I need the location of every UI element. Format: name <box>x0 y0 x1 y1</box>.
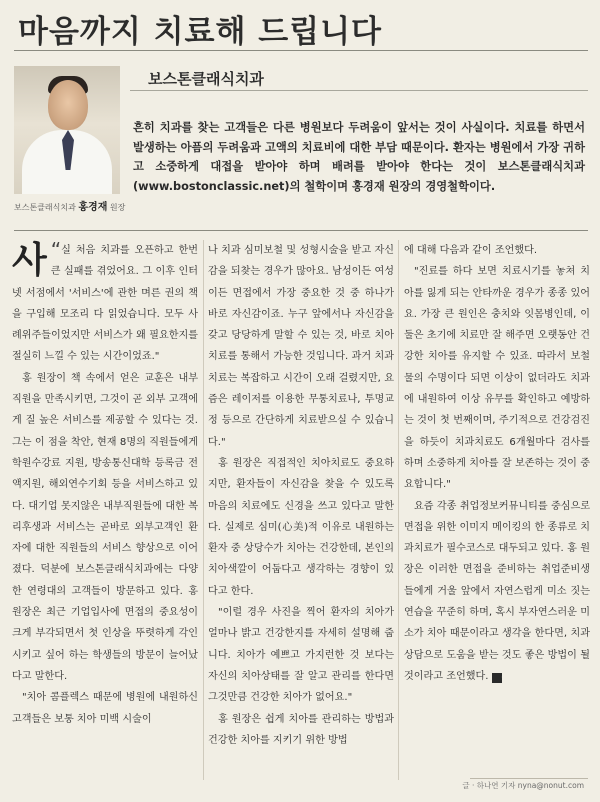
col2-para-2: 홍 원장은 직접적인 치아치료도 중요하지만, 환자들이 자신감을 찾을 수 있도록 마음의 치료에도 신경을 쓰고 있다고 말한다. 실제로 심미(心美)적 이유로 내원하는 환자 중 상당수가 치아는 건강한데, 본인의 치아색깔이 어둡다고 생각하는 경향이 있다고 한다. <box>208 457 394 597</box>
col3-para-3: 요즘 각종 취업정보커뮤니티를 중심으로 면접을 위한 이미지 메이킹의 한 종류로 치과치료가 필수코스로 대두되고 있다. 홍 원장은 이러한 면접을 준비하는 취업준비생들에게 거울 앞에서 자연스럽게 미소 짓는 연습을 꾸준히 하며, 혹시 부자연스러운 미소가 치아 때문이라고 생각을 한다면, 치과상담으로 도움을 받는 것도 좋은 방법이 될 것이라고 조언했다. ⓟ <box>404 500 590 682</box>
end-mark-icon: ⓟ <box>492 673 502 683</box>
open-quote: “ <box>50 238 62 262</box>
article-column-3 <box>404 240 590 687</box>
author-credit: 글 · 하나연 기자 nyna@nonut.com <box>462 781 584 790</box>
column-divider <box>203 240 204 780</box>
caption-role: 원장 <box>109 203 126 212</box>
credit-rule <box>470 778 588 779</box>
drop-cap: 사 <box>12 239 47 281</box>
column-divider <box>398 240 399 780</box>
section-rule <box>14 230 588 231</box>
col1-para-2: 홍 원장이 책 속에서 얻은 교훈은 내부 직원을 만족시키면, 그것이 곧 외부 고객에게 질 높은 서비스를 제공할 수 있다는 것. 그는 이 점을 착안, 현재 8명의 직원들에게 학원수강료 지원, 방송통신대학 등록금 전액지원, 해외연수기회 등을 서비스하고 있다. 대기업 못지않은 내부직원들에 대한 복리후생과 서비스는 곧바로 외부고객인 환자에 대한 직원들의 서비스 향상으로 이어졌다. 덕분에 보스톤클래식치과에는 다양한 연령대의 고객들이 방문하고 있다. 홍 원장은 최근 기업입사에 면접의 중요성이 크게 부각되면서 첫 인상을 뚜렷하게 각인시키고 싶어 하는 학생들의 방문이 늘어났다고 말한다. <box>12 372 198 682</box>
col2-para-3: "이럴 경우 사진을 찍어 환자의 치아가 얼마나 밝고 건강한지를 자세히 설명해 줍니다. 치아가 예쁘고 가지런한 것 보다는 자신의 치아상태를 잘 알고 관리를 한다면 그것만큼 건강한 치아가 없어요." <box>208 607 394 704</box>
director-photo <box>14 66 120 194</box>
article-column-2 <box>208 240 394 751</box>
col2-para-1: 나 치과 심미보철 및 성형시술을 받고 자신감을 되찾는 경우가 많아요. 남성이든 여성이든 면접에서 가장 중요한 것 중 하나가 바로 자신감이죠. 누구 앞에서나 자신감을 갖고 당당하게 말할 수 있는 것, 바로 치아 치료를 통해서 가능한 것입니다. 과거 치과치료는 복잡하고 시간이 오래 걸렸지만, 요즘은 레이저를 이용한 무통치료나, 투명교정 등으로 간단하게 치료받으실 수 있습니다." <box>208 245 394 448</box>
intro-paragraph: 흔히 치과를 찾는 고객들은 다른 병원보다 두려움이 앞서는 것이 사실이다. 치료를 하면서 발생하는 아픔의 두려움과 고액의 치료비에 대한 부담 때문이다. 환자는 병원에서 가장 귀하고 소중하게 대접을 받아야 하며 배려를 받아야 한다는 것이 보스톤클래식치과(www.bostonclassic.net)의 철학이며 홍경재 원장의 경영철학이다. <box>133 121 585 193</box>
caption-org: 보스톤클래식치과 <box>14 203 76 212</box>
col1-para-3: "치아 콤플렉스 때문에 병원에 내원하신 고객들은 보통 치아 미백 시술이 <box>12 692 198 725</box>
article-column-1 <box>12 240 198 730</box>
photo-caption <box>14 198 124 213</box>
page-title: 마음까지 치료해 드립니다 <box>18 14 382 50</box>
col1-para-1: “ 사 실 처음 치과를 오픈하고 한번 큰 실패를 겪었어요. 그 이후 인터넷 서점에서 '서비스'에 관한 며른 권의 책을 구입해 모조리 다 읽었습니다. 모두 사례위주들이었지만 서비스가 왜 필요한지를 절실히 느낄 수 있는 시간이었죠." <box>12 238 198 363</box>
col2-para-4: 홍 원장은 쉽게 치아를 관리하는 방법과 건강한 치아를 지키기 위한 방법 <box>208 713 394 746</box>
col3-para-2: "진료를 하다 보면 치료시기를 놓쳐 치아를 잃게 되는 안타까운 경우가 종종 있어요. 가장 큰 원인은 충치와 잇몸병인데, 이 둘은 초기에 치료만 잘 해주면 오랫동안 건강한 치아를 유지할 수 있죠. 따라서 보철물의 수명이다 되면 이상이 없더라도 치과에 내원하여 이상 유무를 확인하고 예방하는 것이 첫 번째이며, 주기적으로 건강검진을 하듯이 치과치료도 6개월마다 검사를 하며 소중하게 치아를 잘 보존하는 것이 중요합니다." <box>404 266 590 491</box>
col3-para-1: 에 대해 다음과 같이 조언했다. <box>404 245 538 256</box>
caption-name: 홍경재 <box>78 202 108 213</box>
title-rule <box>14 50 588 51</box>
clinic-rule <box>130 90 588 91</box>
clinic-name: 보스톤클래식치과 <box>148 70 264 88</box>
